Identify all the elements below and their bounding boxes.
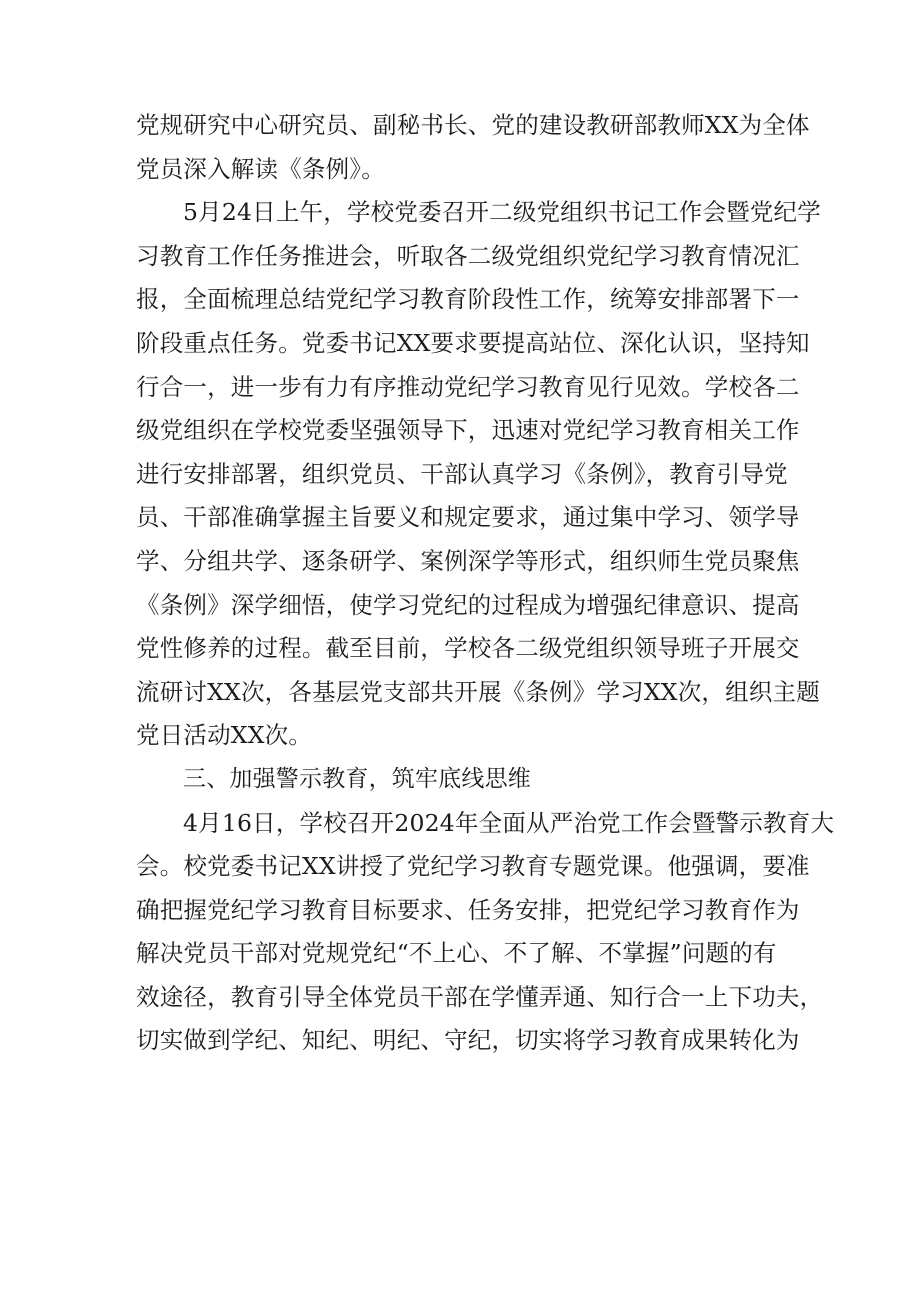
paragraph-april-16-meeting [136,802,835,1064]
text-line: 切实做到学纪、知纪、明纪、守纪，切实将学习教育成果转化为 [136,1026,800,1055]
document-body [136,104,835,1063]
text-line: 效途径，教育引导全体党员干部在学懂弄通、知行合一上下功夫， [136,982,824,1011]
text-line: 行合一，进一步有力有序推动党纪学习教育见行见效。学校各二 [136,372,800,401]
section-heading [136,758,786,802]
text-line: 学、分组共学、逐条研学、案例深学等形式，组织师生党员聚焦 [136,546,800,575]
text-line: 党员深入解读《条例》。 [136,154,385,183]
text-line: 5月24日上午，学校党委召开二级党组织书记工作会暨党纪学 [183,198,821,227]
text-line: 解决党员干部对党规党纪“不上心、不了解、不掌握”问题的有 [136,939,777,968]
text-line: 进行安排部署，组织党员、干部认真学习《条例》，教育引导党 [136,459,788,488]
text-line: 级党组织在学校党委坚强领导下，迅速对党纪学习教育相关工作 [136,416,800,445]
paragraph-continuation [136,104,810,191]
paragraph-may-24-meeting [136,191,821,758]
text-line: 习教育工作任务推进会，听取各二级党组织党纪学习教育情况汇 [136,241,800,270]
text-line: 《条例》深学细悟，使学习党纪的过程成为增强纪律意识、提高 [136,590,800,619]
text-line: 党规研究中心研究员、副秘书长、党的建设教研部教师XX为全体 [136,111,810,139]
text-line: 党性修养的过程。截至目前，学校各二级党组织领导班子开展交 [136,634,800,663]
text-line: 党日活动XX次。 [136,721,313,750]
text-line: 4月16日，学校召开2024年全面从严治党工作会暨警示教育大 [183,808,835,837]
text-line: 确把握党纪学习教育目标要求、任务安排，把党纪学习教育作为 [136,895,800,924]
text-line: 阶段重点任务。党委书记XX要求要提高站位、深化认识，坚持知 [136,328,810,357]
text-line: 员、干部准确掌握主旨要义和规定要求，通过集中学习、领学导 [136,503,800,532]
text-line: 会。校党委书记XX讲授了党纪学习教育专题党课。他强调，要准 [136,852,810,881]
text-line: 流研讨XX次，各基层党支部共开展《条例》学习XX次，组织主题 [136,677,820,706]
section-heading-text: 三、加强警示教育，筑牢底线思维 [183,765,531,792]
text-line: 报，全面梳理总结党纪学习教育阶段性工作，统筹安排部署下一 [136,285,800,314]
